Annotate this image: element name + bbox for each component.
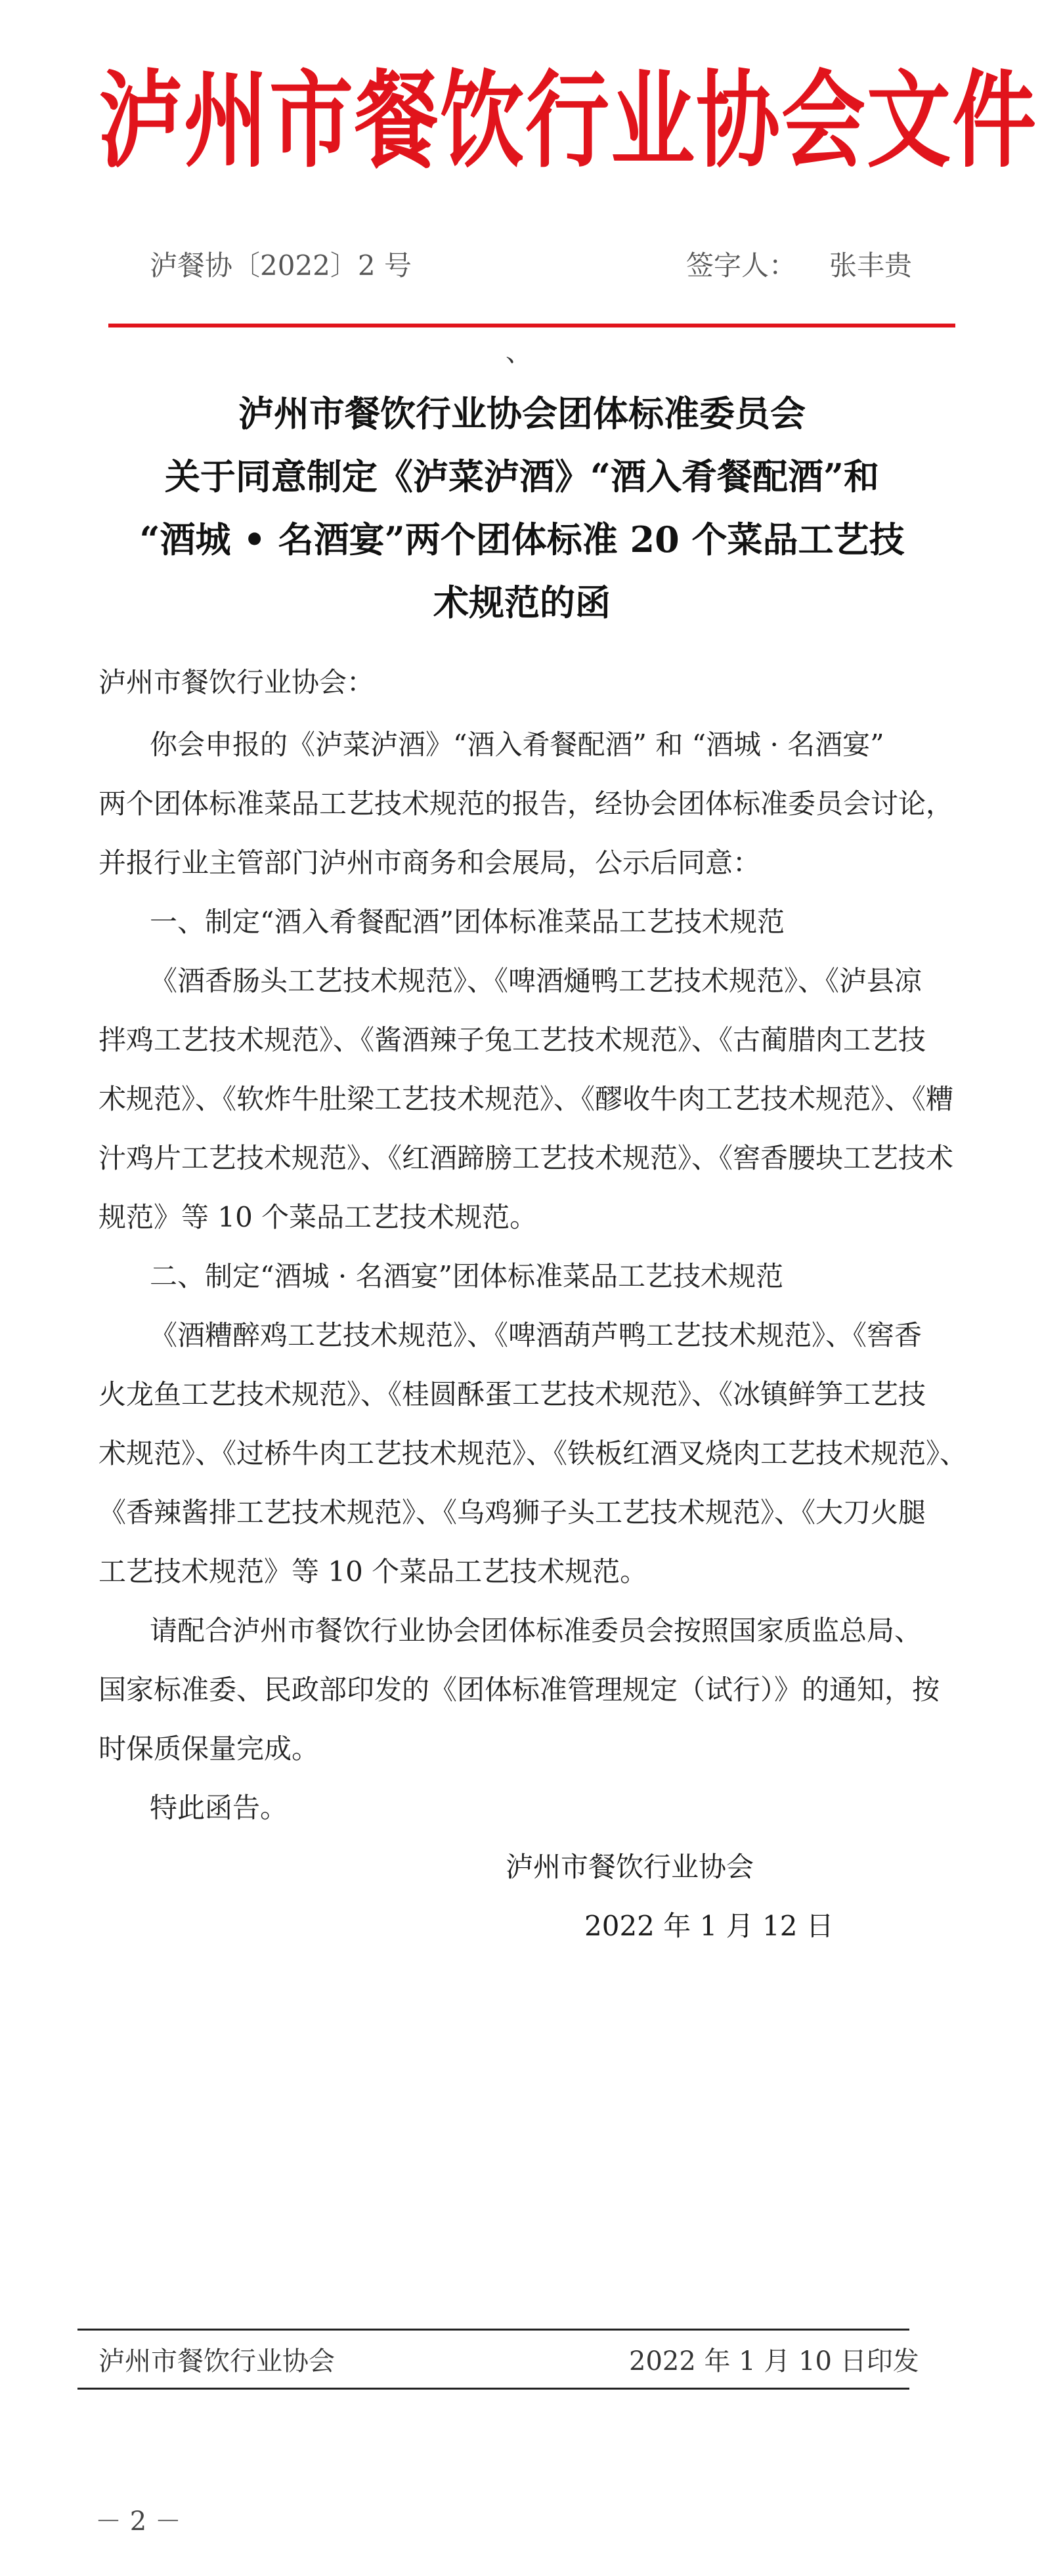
- page-number: － 2 －: [95, 2506, 181, 2537]
- section-line: 规范》等 10 个菜品工艺技术规范。: [98, 1201, 538, 1233]
- title-line: 关于同意制定《泸菜泸酒》“酒入肴餐配酒”和: [164, 455, 880, 497]
- section-line: 工艺技术规范》等 10 个菜品工艺技术规范。: [98, 1555, 648, 1588]
- section-heading: 二、制定“酒城 · 名酒宴”团体标准菜品工艺技术规范: [150, 1260, 783, 1292]
- title-line: 术规范的函: [433, 581, 611, 623]
- section-line: 《香辣酱排工艺技术规范》、《乌鸡狮子头工艺技术规范》、《大刀火腿: [98, 1496, 926, 1529]
- footer-bottom-rule: [77, 2388, 909, 2390]
- section-line: 拌鸡工艺技术规范》、《酱酒辣子兔工艺技术规范》、《古蔺腊肉工艺技: [98, 1024, 926, 1056]
- signature-date: 2022 年 1 月 12 日: [584, 1910, 834, 1942]
- title-line: “酒城 • 名酒宴”两个团体标准 20 个菜品工艺技: [139, 518, 905, 560]
- title-line: 泸州市餐饮行业协会团体标准委员会: [238, 392, 806, 434]
- salutation: 泸州市餐饮行业协会：: [98, 666, 375, 698]
- stray-mark: 、: [506, 337, 532, 368]
- section-line: 《酒糟醉鸡工艺技术规范》、《啤酒葫芦鸭工艺技术规范》、《窖香: [150, 1319, 923, 1351]
- signer-name: 张丰贵: [829, 249, 913, 282]
- section-line: 术规范》、《软炸牛肚梁工艺技术规范》、《醪收牛肉工艺技术规范》、《糟: [98, 1083, 954, 1115]
- footer-org: 泸州市餐饮行业协会: [98, 2346, 335, 2376]
- end-remark: 特此函告。: [150, 1792, 288, 1824]
- intro-line: 你会申报的《泸菜泸酒》“酒入肴餐配酒” 和 “酒城 · 名酒宴”: [150, 728, 884, 761]
- section-line: 火龙鱼工艺技术规范》、《桂圆酥蛋工艺技术规范》、《冰镇鲜笋工艺技: [98, 1378, 926, 1410]
- section-heading: 一、制定“酒入肴餐配酒”团体标准菜品工艺技术规范: [150, 906, 785, 938]
- masthead-title: 泸州市餐饮行业协会文件: [98, 59, 1038, 182]
- intro-line: 并报行业主管部门泸州市商务和会展局，公示后同意：: [98, 847, 761, 879]
- section-line: 《酒香肠头工艺技术规范》、《啤酒熥鸭工艺技术规范》、《泸县凉: [150, 965, 923, 997]
- intro-line: 两个团体标准菜品工艺技术规范的报告，经协会团体标准委员会讨论，: [98, 788, 954, 820]
- signature-org: 泸州市餐饮行业协会: [506, 1851, 754, 1883]
- footer-top-rule: [77, 2329, 909, 2331]
- document-number: 泸餐协〔2022〕2 号: [150, 249, 412, 282]
- signer: [686, 246, 912, 285]
- closing-line: 国家标准委、民政部印发的《团体标准管理规定（试行）》的通知，按: [98, 1674, 940, 1706]
- letter-title: [98, 382, 945, 634]
- section-line: 术规范》、《过桥牛肉工艺技术规范》、《铁板红酒叉烧肉工艺技术规范》、: [98, 1437, 968, 1469]
- footer-print-date: 2022 年 1 月 10 日印发: [629, 2346, 919, 2376]
- closing-line: 请配合泸州市餐饮行业协会团体标准委员会按照国家质监总局、: [150, 1615, 923, 1647]
- section-line: 汁鸡片工艺技术规范》、《红酒蹄膀工艺技术规范》、《窖香腰块工艺技术: [98, 1142, 954, 1174]
- signer-label: 签字人：: [686, 249, 797, 282]
- red-divider: [108, 324, 955, 327]
- closing-line: 时保质保量完成。: [98, 1733, 320, 1765]
